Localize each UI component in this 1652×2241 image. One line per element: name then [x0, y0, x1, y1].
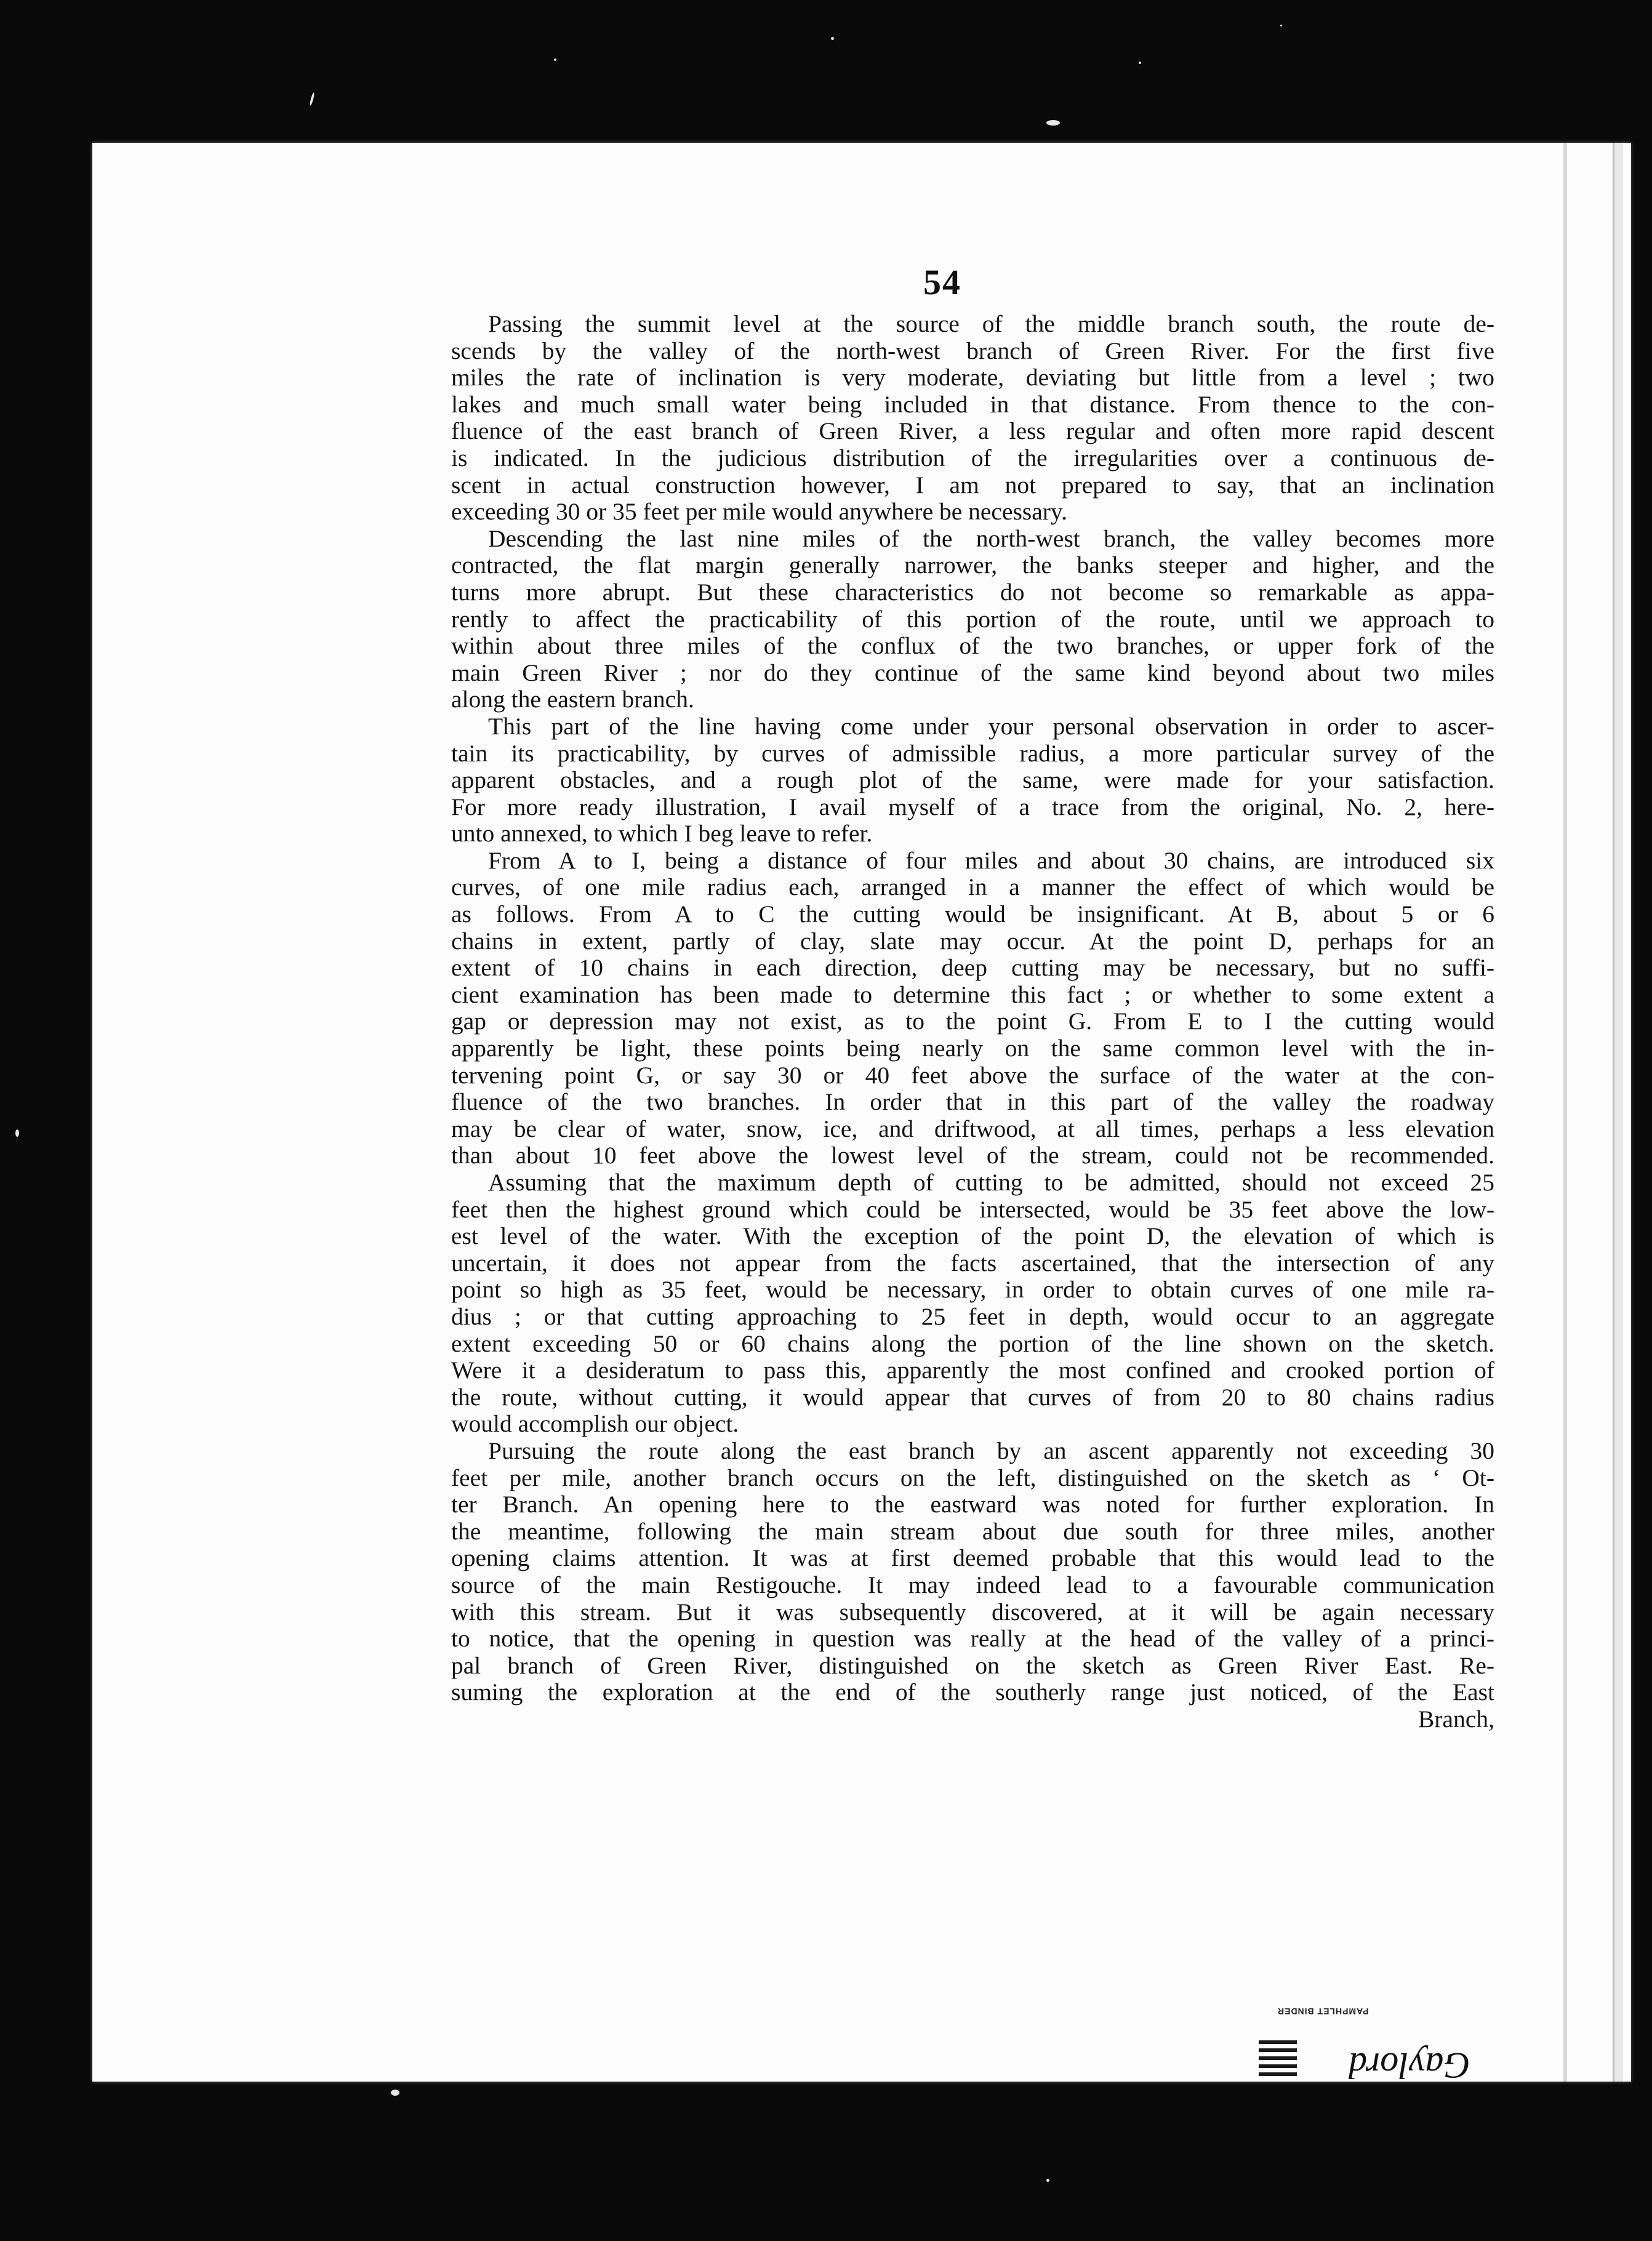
text-line: Branch, — [1418, 1705, 1494, 1733]
text-line: chains in extent, partly of clay, slate may occur. At the point D, perhaps for an — [451, 927, 1494, 955]
text-line: scends by the valley of the north-west branch of Green River. For the first five — [451, 337, 1494, 364]
text-line: may be clear of water, snow, ice, and driftwood, at all times, perhaps a less elevation — [451, 1115, 1494, 1142]
text-line: the meantime, following the main stream about due south for three miles, another — [451, 1517, 1494, 1545]
text-line: dius ; or that cutting approaching to 25 feet in depth, would occur to an aggregate — [451, 1302, 1494, 1330]
page-number: 54 — [923, 262, 961, 302]
text-line: fluence of the east branch of Green River, a less regular and often more rapid descent — [451, 417, 1494, 445]
scan-speck — [1046, 120, 1060, 126]
text-line: lakes and much small water being included in that distance. From thence to the con- — [451, 390, 1494, 418]
text-line: source of the main Restigouche. It may indeed lead to a favourable communication — [451, 1571, 1494, 1598]
scan-speck — [309, 92, 315, 106]
text-line: feet per mile, another branch occurs on the left, distinguished on the sketch as ‘ Ot- — [451, 1464, 1494, 1491]
binder-stamp-small-text: PAMPHLET BINDER — [1277, 2006, 1369, 2016]
text-line: Descending the last nine miles of the north-west branch, the valley becomes more — [488, 524, 1494, 552]
text-line: curves, of one mile radius each, arranged in a manner the effect of which would be — [451, 873, 1494, 901]
text-line: gap or depression may not exist, as to the point G. From E to I the cutting would — [451, 1008, 1494, 1035]
text-line: miles the rate of inclination is very moderate, deviating but little from a level ; two — [451, 364, 1494, 391]
text-line: Passing the summit level at the source of the middle branch south, the route de- — [488, 310, 1494, 337]
text-line: suming the exploration at the end of the southerly range just noticed, of the East — [451, 1678, 1494, 1706]
text-line: uncertain, it does not appear from the facts ascertained, that the intersection of any — [451, 1249, 1494, 1277]
svg-text:Gaylord: Gaylord — [1349, 2045, 1470, 2087]
text-line: within about three miles of the conflux of the two branches, or upper fork of the — [451, 632, 1494, 660]
text-line: pal branch of Green River, distinguished on the sketch as Green River East. Re- — [451, 1651, 1494, 1679]
text-line: cient examination has been made to determine this fact ; or whether to some extent a — [451, 980, 1494, 1008]
text-line: point so high as 35 feet, would be necessary, in order to obtain curves of one mile ra- — [451, 1276, 1494, 1304]
text-line: This part of the line having come under your personal observation in order to ascer- — [488, 712, 1494, 740]
text-line: tain its practicability, by curves of admissible radius, a more particular survey of the — [451, 739, 1494, 767]
text-line: main Green River ; nor do they continue of the same kind beyond about two miles — [451, 659, 1494, 686]
text-line: apparent obstacles, and a rough plot of the same, were made for your satisfaction. — [451, 766, 1494, 794]
text-line: fluence of the two branches. In order that in this part of the valley the roadway — [451, 1088, 1494, 1116]
text-line: feet then the highest ground which could be intersected, would be 35 feet above the low- — [451, 1195, 1494, 1223]
scan-speck — [831, 37, 834, 40]
text-line: scent in actual construction however, I am not prepared to say, that an inclination — [451, 471, 1494, 499]
body-text — [451, 311, 1494, 1733]
text-line: to notice, that the opening in question was really at the head of the valley of a princi- — [451, 1625, 1494, 1653]
page-edge — [1613, 143, 1623, 2082]
text-line: unto annexed, to which I beg leave to refer. — [451, 820, 873, 848]
scan-speck — [1139, 62, 1141, 64]
text-line: From A to I, being a distance of four miles and about 30 chains, are introduced six — [488, 846, 1494, 874]
text-line: Assuming that the maximum depth of cutting to be admitted, should not exceed 25 — [488, 1169, 1494, 1196]
text-line: est level of the water. With the exception of the point D, the elevation of which is — [451, 1222, 1494, 1250]
text-line: ter Branch. An opening here to the eastward was noted for further exploration. In — [451, 1491, 1494, 1518]
text-line: as follows. From A to C the cutting would be insignificant. At B, about 5 or 6 — [451, 900, 1494, 928]
binder-stamp-logo — [1259, 2031, 1470, 2087]
text-line: than about 10 feet above the lowest level of the stream, could not be recommended. — [451, 1142, 1494, 1169]
scan-speck — [1280, 25, 1282, 26]
scan-speck — [1046, 2179, 1049, 2182]
text-line: would accomplish our object. — [451, 1410, 739, 1438]
text-line: Pursuing the route along the east branch by an ascent apparently not exceeding 30 — [488, 1437, 1494, 1464]
text-line: along the eastern branch. — [451, 686, 694, 713]
scan-speck — [15, 1129, 19, 1137]
scan-speck — [554, 58, 556, 61]
text-line: tervening point G, or say 30 or 40 feet above the surface of the water at the con- — [451, 1061, 1494, 1089]
text-line: turns more abrupt. But these characteristics do not become so remarkable as appa- — [451, 578, 1494, 606]
text-line: the route, without cutting, it would appear that curves of from 20 to 80 chains radius — [451, 1383, 1494, 1411]
text-line: For more ready illustration, I avail myself of a trace from the original, No. 2, here- — [451, 793, 1494, 820]
text-line: rently to affect the practicability of this portion of the route, until we approach to — [451, 605, 1494, 633]
text-line: contracted, the flat margin generally narrower, the banks steeper and higher, and the — [451, 551, 1494, 579]
text-line: exceeding 30 or 35 feet per mile would anywhere be necessary. — [451, 498, 1067, 526]
scan-speck — [391, 2090, 399, 2096]
text-line: with this stream. But it was subsequently discovered, at it will be again necessary — [451, 1598, 1494, 1626]
page-edge-shadow — [1563, 143, 1567, 2082]
text-line: extent exceeding 50 or 60 chains along the portion of the line shown on the sketch. — [451, 1329, 1494, 1357]
text-line: Were it a desideratum to pass this, apparently the most confined and crooked portion of — [451, 1357, 1494, 1384]
text-line: is indicated. In the judicious distribution of the irregularities over a continuous de- — [451, 444, 1494, 471]
text-line: opening claims attention. It was at first deemed probable that this would lead to the — [451, 1544, 1494, 1572]
text-line: extent of 10 chains in each direction, deep cutting may be necessary, but no suffi- — [451, 954, 1494, 982]
text-line: apparently be light, these points being nearly on the same common level with the in- — [451, 1035, 1494, 1062]
